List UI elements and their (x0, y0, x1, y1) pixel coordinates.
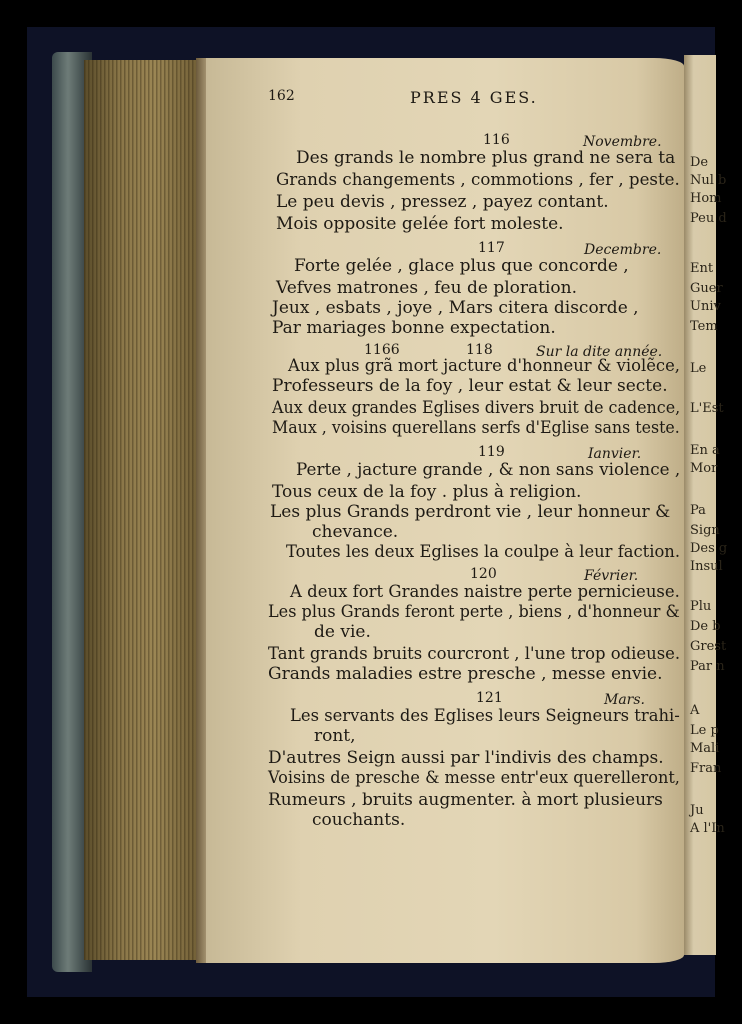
facing-page-fragment: De (690, 155, 709, 170)
verse-line: couchants. (312, 810, 406, 830)
verse-line: Aux deux grandes Eglises divers bruit de cadence, (272, 398, 681, 418)
verse-line: ront, (314, 726, 356, 746)
facing-page-fragment: Univ (690, 299, 721, 314)
verse-line: Tous ceux de la foy . plus à religion. (272, 482, 582, 502)
verse-line: de vie. (314, 622, 371, 642)
entry-number: 116 (483, 132, 510, 148)
facing-page-fragment: Peu d (690, 211, 727, 226)
entry-month: Février. (584, 568, 639, 584)
facing-page-fragment: Sign (690, 523, 720, 538)
entry-month: Mars. (604, 692, 646, 708)
verse-line: D'autres Seign aussi par l'indivis des champs. (268, 748, 664, 768)
verse-line: Grands maladies estre presche , messe envie. (268, 664, 663, 684)
verse-line: Rumeurs , bruits augmenter. à mort plusieurs (268, 790, 663, 810)
verse-line: A deux fort Grandes naistre perte pernicieuse. (290, 582, 680, 602)
facing-page (684, 55, 728, 955)
facing-page-fragment: Guer (690, 281, 723, 296)
entry-number: 121 (476, 690, 503, 706)
facing-page-fragment: Tem (690, 319, 718, 334)
entry-month: Sur la dite année. (536, 344, 663, 360)
verse-line: Des grands le nombre plus grand ne sera ta (296, 148, 676, 168)
page-number: 162 (268, 88, 295, 104)
facing-page-fragment: Le (690, 361, 707, 376)
verse-line: Professeurs de la foy , leur estat & leur secte. (272, 376, 668, 396)
entry-month: Decembre. (584, 242, 662, 258)
facing-page-fragment: A (690, 703, 700, 718)
running-head: PRES 4 GES. (410, 88, 538, 107)
facing-page-fragment: Ju (690, 803, 704, 818)
verse-line: Grands changements , commotions , fer , peste. (276, 170, 680, 190)
verse-line: Les servants des Eglises leurs Seigneurs trahi- (290, 706, 680, 726)
verse-line: Les plus Grands perdront vie , leur honneur & (270, 502, 671, 522)
facing-page-fragment: Pa (690, 503, 706, 518)
entry-month: Ianvier. (588, 446, 642, 462)
verse-line: Jeux , esbats , joye , Mars citera discorde , (272, 298, 639, 318)
verse-line: Mois opposite gelée fort moleste. (276, 214, 564, 234)
verse-line: Vefves matrones , feu de ploration. (276, 278, 577, 298)
facing-page-fragment: A l'In (690, 821, 725, 836)
facing-page-fragment: Ent (690, 261, 714, 276)
facing-page-fragment: Des g (690, 541, 728, 556)
entry-number: 118 (466, 342, 493, 358)
verse-line: Maux , voisins querellans serfs d'Eglise sans teste. (272, 418, 680, 438)
verse-line: Toutes les deux Eglises la coulpe à leur faction. (286, 542, 681, 562)
verse-line: Les plus Grands feront perte , biens , d'honneur & (268, 602, 680, 622)
entry-number: 119 (478, 444, 505, 460)
verse-line: Le peu devis , pressez , payez contant. (276, 192, 609, 212)
facing-page-fragment: Le p (690, 723, 719, 738)
facing-page-fragment: Nul b (690, 173, 727, 188)
entry-month: Novembre. (583, 134, 662, 150)
facing-page-fragment: Hom (690, 191, 722, 206)
verse-line: Par mariages bonne expectation. (272, 318, 556, 338)
verse-line: chevance. (312, 522, 399, 542)
facing-page-fragment: L'Est (690, 401, 724, 416)
entry-number: 117 (478, 240, 505, 256)
facing-page-fragment: Insul (690, 559, 723, 574)
facing-page-fragment: De b (690, 619, 721, 634)
page-edges (84, 60, 202, 960)
facing-page-fragment: Par n (690, 659, 725, 674)
verse-line: Perte , jacture grande , & non sans violence , (296, 460, 681, 480)
facing-page-fragment: Fran (690, 761, 722, 776)
facing-page-fragment: Mor (690, 461, 718, 476)
facing-page-fragment: Mali (690, 741, 720, 756)
entry-year: 1166 (364, 342, 400, 358)
facing-page-fragment: En a (690, 443, 720, 458)
verse-line: Aux plus grã mort jacture d'honneur & violẽce, (288, 356, 681, 376)
facing-page-fragment: Plu (690, 599, 712, 614)
verse-line: Voisins de presche & messe entr'eux querelleront, (268, 768, 680, 788)
verse-line: Tant grands bruits courcront , l'une trop odieuse. (268, 644, 681, 664)
verse-line: Forte gelée , glace plus que concorde , (294, 256, 629, 276)
entry-number: 120 (470, 566, 497, 582)
facing-page-fragment: Grest (690, 639, 727, 654)
